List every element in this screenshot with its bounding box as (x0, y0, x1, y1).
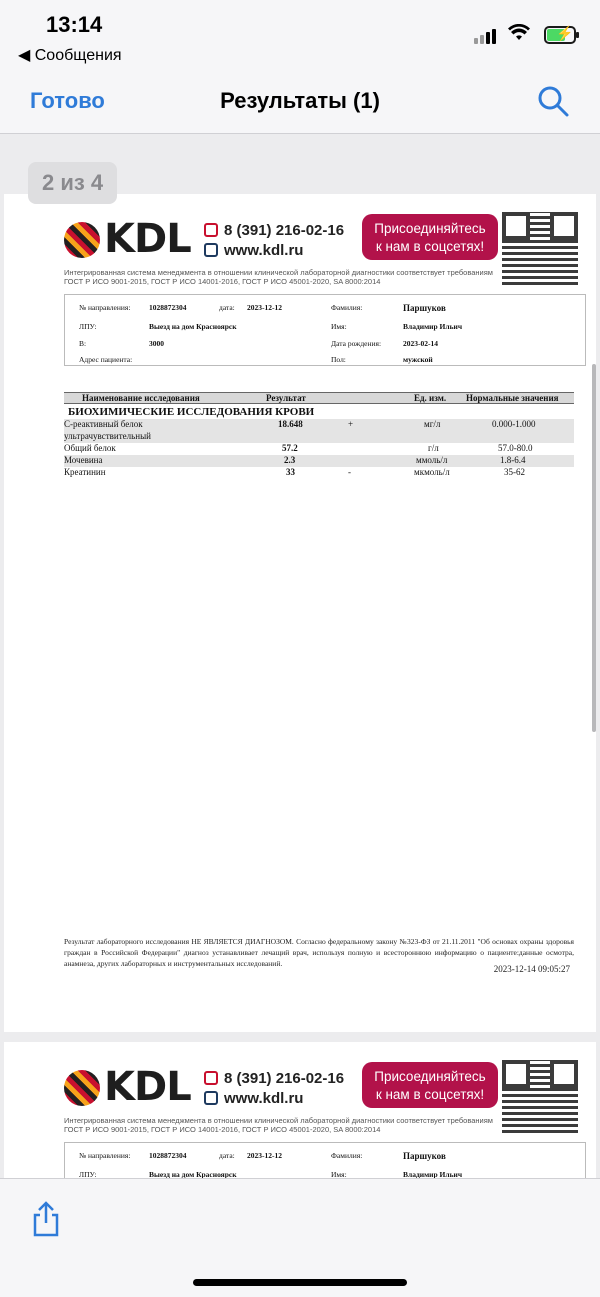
header-unit: Ед. изм. (414, 393, 447, 403)
row-name: Общий белок (64, 443, 116, 453)
back-to-app-link[interactable]: ◀ Сообщения (18, 47, 122, 64)
qr-code-icon (502, 212, 578, 288)
row-result: 2.3 (284, 455, 296, 465)
birth-label: Дата рождения: (331, 339, 382, 348)
surname-label: Фамилия: (331, 1151, 363, 1160)
row-unit: мкмоль/л (414, 467, 450, 477)
social-banner-line1: Присоединяйтесь (374, 221, 486, 236)
date-label: дата: (219, 1151, 235, 1160)
row-name-cont: ультрачувствительный (64, 431, 151, 441)
battery-icon: ⚡ (544, 26, 576, 44)
phone-text: 8 (391) 216-02-16 (224, 1070, 345, 1087)
table-row (64, 467, 574, 479)
print-timestamp: 2023-12-14 09:05:27 (493, 964, 570, 974)
certification-text: Интегрированная система менеджмента в отношении клинической лабораторной диагностики соответствует требованиям ГОСТ Р ИСО 9001-2015, ГОСТ Р ИСО 14001-2016, ГОСТ Р ИСО 45001-2020, SA 8000:2014 (64, 268, 493, 286)
direction-label: № направления: (79, 1151, 131, 1160)
row-unit: г/л (428, 443, 439, 453)
social-banner-line1: Присоединяйтесь (374, 1069, 486, 1084)
document-page (4, 1042, 596, 1178)
table-section: БИОХИМИЧЕСКИЕ ИССЛЕДОВАНИЯ КРОВИ (68, 406, 315, 418)
phone-icon (204, 223, 218, 237)
lpu-label: ЛПУ: (79, 322, 97, 331)
lpu-value: Выезд на дом Красноярск (149, 322, 237, 331)
wifi-icon (508, 24, 530, 48)
row-name: Креатинин (64, 467, 106, 477)
patient-info (64, 1142, 586, 1178)
surname-label: Фамилия: (331, 303, 363, 312)
search-icon[interactable] (536, 84, 570, 118)
row-result: 33 (286, 467, 295, 477)
row-norm: 0.000-1.000 (492, 419, 536, 429)
table-row (64, 443, 574, 455)
name-label: Имя: (331, 1170, 347, 1178)
v-label: В: (79, 339, 87, 348)
row-norm: 57.0-80.0 (498, 443, 533, 453)
row-flag: - (348, 467, 351, 477)
kdl-logo-icon (64, 222, 100, 258)
row-norm: 35-62 (504, 467, 525, 477)
name-value: Владимир Ильич (403, 1170, 463, 1178)
name-value: Владимир Ильич (403, 322, 463, 331)
bottom-toolbar (0, 1178, 600, 1297)
row-unit: мг/л (424, 419, 441, 429)
contacts (204, 1070, 344, 1110)
table-header (64, 392, 574, 404)
brand-name: KDL (104, 1064, 191, 1110)
name-label: Имя: (331, 322, 347, 331)
signal-icon (474, 28, 500, 44)
page-title: Результаты (1) (220, 88, 380, 113)
surname-value: Паршуков (403, 303, 446, 313)
qr-code-icon (502, 1060, 578, 1136)
direction-label: № направления: (79, 303, 131, 312)
header-name: Наименование исследования (82, 393, 200, 403)
results-table (64, 392, 574, 479)
date-value: 2023-12-12 (247, 303, 282, 312)
share-icon[interactable] (30, 1201, 62, 1237)
table-row (64, 455, 574, 467)
row-flag: + (348, 419, 354, 429)
birth-value: 2023-02-14 (403, 339, 438, 348)
patient-info (64, 294, 586, 366)
sex-label: Пол: (331, 355, 346, 364)
social-banner (362, 1062, 498, 1108)
site-text: www.kdl.ru (224, 242, 304, 259)
document-page (4, 194, 596, 1032)
social-banner (362, 214, 498, 260)
row-result: 57.2 (282, 443, 298, 453)
nav-bar (0, 70, 600, 134)
row-unit: ммоль/л (416, 455, 448, 465)
header-norm: Нормальные значения (466, 393, 559, 403)
phone-icon (204, 1071, 218, 1085)
home-indicator (193, 1279, 407, 1286)
table-row (64, 419, 574, 443)
status-bar (0, 0, 600, 70)
brand-name: KDL (104, 216, 191, 262)
row-name: С-реактивный белок (64, 419, 143, 429)
lpu-value: Выезд на дом Красноярск (149, 1170, 237, 1178)
site-text: www.kdl.ru (224, 1090, 304, 1107)
row-result: 18.648 (278, 419, 303, 429)
date-label: дата: (219, 303, 235, 312)
contacts (204, 222, 344, 262)
lpu-label: ЛПУ: (79, 1170, 97, 1178)
document-viewer[interactable] (0, 134, 600, 1178)
direction-value: 1028872304 (149, 303, 187, 312)
social-banner-line2: к нам в соцсетях! (375, 1087, 485, 1102)
done-button[interactable]: Готово (30, 88, 105, 113)
row-norm: 1.8-6.4 (500, 455, 526, 465)
monitor-icon (204, 1091, 218, 1105)
kdl-logo-icon (64, 1070, 100, 1106)
monitor-icon (204, 243, 218, 257)
disclaimer-text: Результат лабораторного исследования НЕ ЯВЛЯЕТСЯ ДИАГНОЗОМ. Согласно федеральному закону №323-ФЗ от 21.11.2011 "Об основах охраны здоровья граждан в Российской Федерации" диагноз устанавливает лечащий врач, используя полную и всестороннюю информацию о пациенте:данные осмотра, анамнеза, других лабораторных и инструментальных исследований. (64, 937, 574, 968)
address-label: Адрес пациента: (79, 355, 133, 364)
certification-text: Интегрированная система менеджмента в отношении клинической лабораторной диагностики соответствует требованиям ГОСТ Р ИСО 9001-2015, ГОСТ Р ИСО 14001-2016, ГОСТ Р ИСО 45001-2020, SA 8000:2014 (64, 1116, 493, 1134)
phone-text: 8 (391) 216-02-16 (224, 222, 345, 239)
scrollbar[interactable] (592, 364, 596, 732)
social-banner-line2: к нам в соцсетях! (375, 239, 485, 254)
sex-value: мужской (403, 355, 433, 364)
row-name: Мочевина (64, 455, 103, 465)
page-indicator: 2 из 4 (28, 162, 117, 204)
direction-value: 1028872304 (149, 1151, 187, 1160)
header-result: Результат (266, 393, 306, 403)
status-time: 13:14 (46, 12, 103, 37)
surname-value: Паршуков (403, 1151, 446, 1161)
v-value: 3000 (149, 339, 164, 348)
date-value: 2023-12-12 (247, 1151, 282, 1160)
